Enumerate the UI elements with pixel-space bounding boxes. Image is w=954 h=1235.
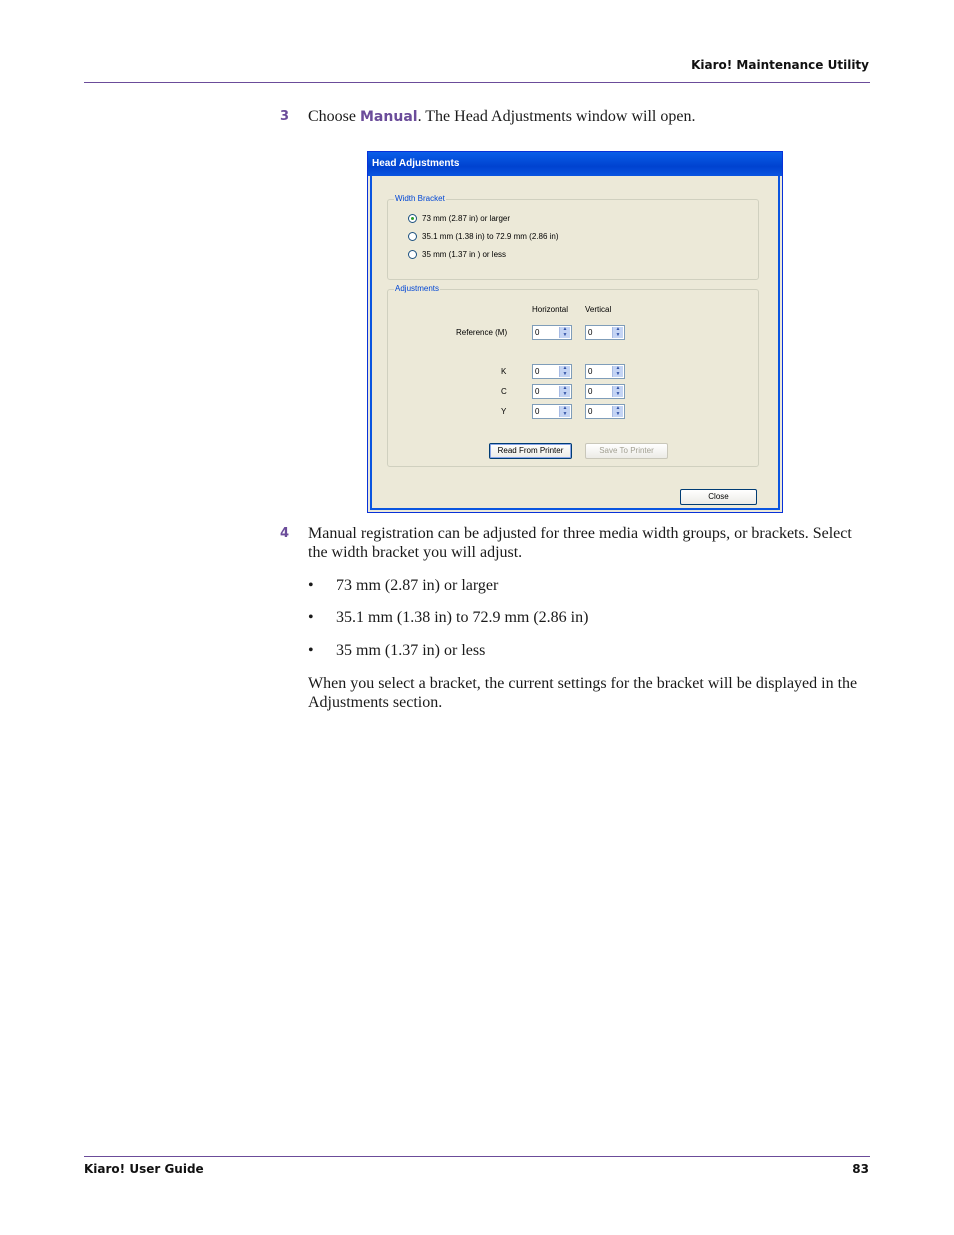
stepper-value: 0 [588,328,593,337]
spin-arrows-icon[interactable]: ▲ ▼ [559,406,570,417]
spin-arrows-icon[interactable]: ▲ ▼ [559,366,570,377]
bracket-option-label: 35 mm (1.37 in ) or less [422,250,507,259]
manual-keyword: Manual [360,109,418,125]
radio-icon[interactable] [408,250,417,259]
stepper-value: 0 [535,328,540,337]
spin-arrows-icon[interactable]: ▲ ▼ [612,327,623,338]
step-3-text-after: . The Head Adjustments window will open. [417,108,696,125]
k-horizontal-stepper[interactable] [532,364,572,379]
stepper-value: 0 [535,367,540,376]
radio-selected-icon[interactable] [408,214,417,223]
closing-paragraph: When you select a bracket, the current settings for the bracket will be displayed in the Adjustments section. [308,675,858,711]
radio-icon[interactable] [408,232,417,241]
running-header: Kiaro! Maintenance Utility [691,58,869,72]
row-label-c: C [501,387,507,396]
adjustments-label: Adjustments [395,284,440,293]
bracket-option-large[interactable] [408,214,510,223]
spin-arrows-icon[interactable]: ▲ ▼ [612,366,623,377]
step-4-text: Manual registration can be adjusted for three media width groups, or brackets. Select the width bracket you will adjust. [308,525,852,561]
stepper-value: 0 [588,407,593,416]
row-label-reference: Reference (M) [456,328,508,337]
width-bracket-label: Width Bracket [395,194,445,203]
reference-horizontal-stepper[interactable] [532,325,572,340]
step-number-3: 3 [280,109,290,124]
y-vertical-stepper[interactable] [585,404,625,419]
bullet-icon: • [308,642,314,659]
stepper-value: 0 [588,387,593,396]
step-3-text [308,107,873,127]
spin-arrows-icon[interactable]: ▲ ▼ [612,406,623,417]
footer-rule [84,1156,870,1157]
bullet-icon: • [308,577,314,594]
step-3-text-before: Choose [308,108,360,125]
stepper-value: 0 [535,407,540,416]
adjustments-group [387,284,759,467]
dialog-body [370,176,780,510]
spin-arrows-icon[interactable]: ▲ ▼ [559,386,570,397]
row-label-k: K [501,367,507,376]
head-adjustments-dialog [367,151,783,513]
bullet-icon: • [308,609,314,626]
read-from-printer-button[interactable]: Read From Printer [489,443,572,459]
spin-arrows-icon[interactable]: ▲ ▼ [559,327,570,338]
bullet-text: 35 mm (1.37 in) or less [336,642,486,659]
spin-arrows-icon[interactable]: ▲ ▼ [612,386,623,397]
k-vertical-stepper[interactable] [585,364,625,379]
bullet-item [308,576,498,595]
width-bracket-group [387,194,759,280]
dialog-title: Head Adjustments [368,152,782,176]
reference-vertical-stepper[interactable] [585,325,625,340]
bullet-item [308,641,485,660]
bullet-text: 73 mm (2.87 in) or larger [336,577,499,594]
close-button[interactable]: Close [680,489,757,505]
bullet-text: 35.1 mm (1.38 in) to 72.9 mm (2.86 in) [336,609,589,626]
bracket-option-medium[interactable] [408,232,559,241]
bracket-option-label: 35.1 mm (1.38 in) to 72.9 mm (2.86 in) [422,232,559,241]
stepper-value: 0 [588,367,593,376]
footer-title: Kiaro! User Guide [84,1162,204,1176]
header-rule [84,82,870,83]
col-horizontal: Horizontal [532,305,569,314]
c-horizontal-stepper[interactable] [532,384,572,399]
step-number-4: 4 [280,526,290,541]
bracket-option-small[interactable] [408,250,506,259]
save-to-printer-button[interactable]: Save To Printer [585,443,668,459]
page-number: 83 [852,1162,869,1176]
c-vertical-stepper[interactable] [585,384,625,399]
bullet-item [308,608,588,627]
stepper-value: 0 [535,387,540,396]
row-label-y: Y [501,407,507,416]
bracket-option-label: 73 mm (2.87 in) or larger [422,214,511,223]
col-vertical: Vertical [585,305,612,314]
y-horizontal-stepper[interactable] [532,404,572,419]
